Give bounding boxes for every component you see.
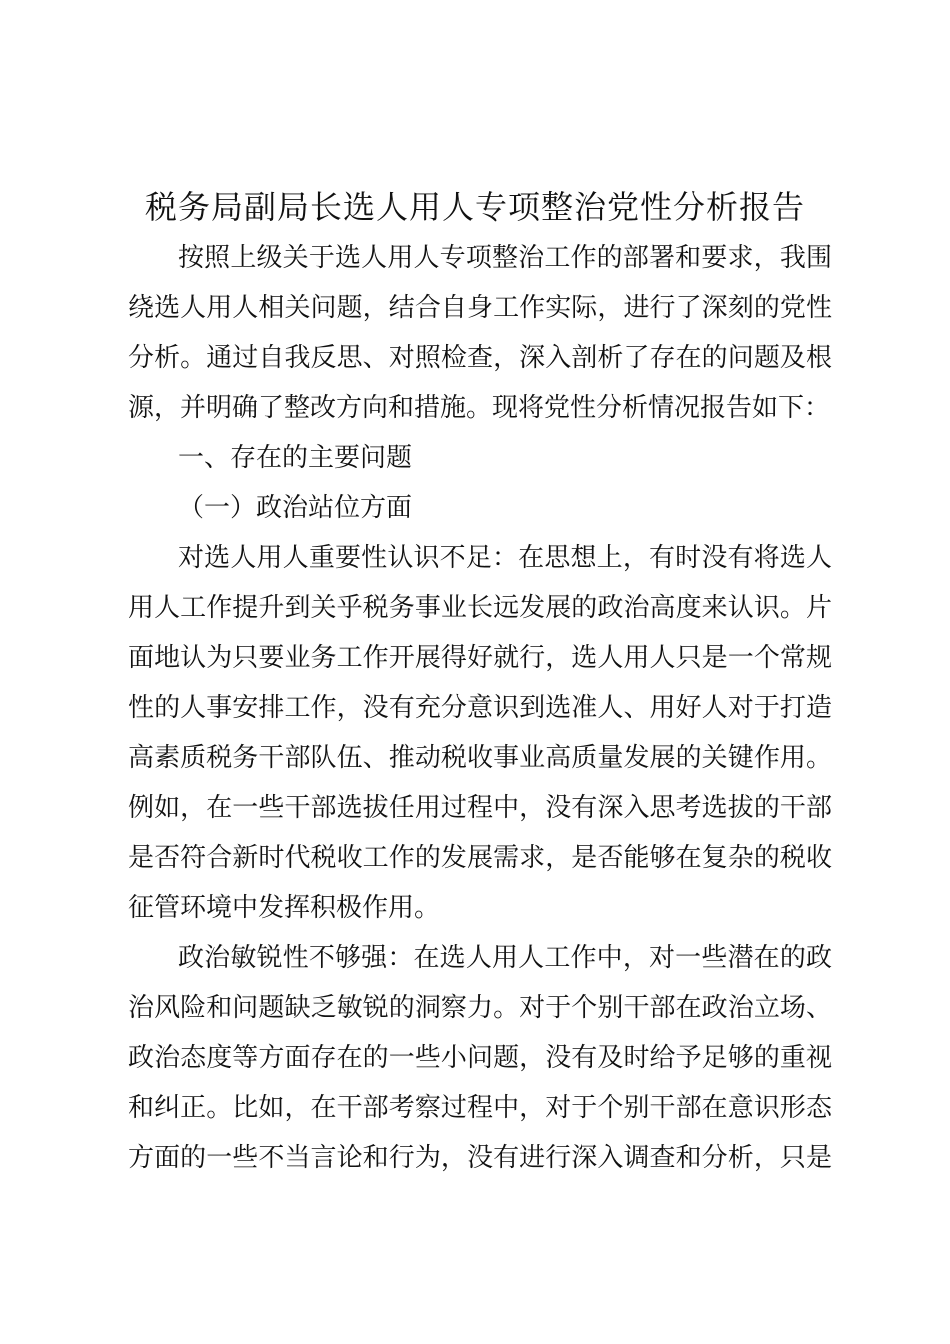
paragraph-2-line-8: 征管环境中发挥积极作用。: [128, 893, 441, 923]
paragraph-2-line-4: 性的人事安排工作，没有充分意识到选准人、用好人对于打造: [128, 693, 832, 723]
paragraph-2-line-3: 面地认为只要业务工作开展得好就行，选人用人只是一个常规: [128, 643, 832, 673]
paragraph-3-line-1: 政治敏锐性不够强：在选人用人工作中，对一些潜在的政: [178, 943, 832, 973]
paragraph-1-line-3: 分析。通过自我反思、对照检查，深入剖析了存在的问题及根: [128, 343, 832, 373]
paragraph-3-line-2: 治风险和问题缺乏敏锐的洞察力。对于个别干部在政治立场、: [128, 993, 832, 1023]
paragraph-3-line-4: 和纠正。比如，在干部考察过程中，对于个别干部在意识形态: [128, 1093, 832, 1123]
paragraph-1-line-4: 源，并明确了整改方向和措施。现将党性分析情况报告如下：: [128, 393, 831, 423]
paragraph-3-line-5: 方面的一些不当言论和行为，没有进行深入调查和分析，只是: [128, 1143, 832, 1173]
subsection-heading-1: （一）政治站位方面: [178, 493, 413, 523]
section-heading-1: 一、存在的主要问题: [178, 443, 413, 473]
paragraph-2-line-7: 是否符合新时代税收工作的发展需求，是否能够在复杂的税收: [128, 843, 832, 873]
paragraph-2-line-1: 对选人用人重要性认识不足：在思想上，有时没有将选人: [178, 543, 832, 573]
paragraph-3-line-3: 政治态度等方面存在的一些小问题，没有及时给予足够的重视: [128, 1043, 832, 1073]
paragraph-1-line-2: 绕选人用人相关问题，结合自身工作实际，进行了深刻的党性: [128, 293, 832, 323]
paragraph-2-line-6: 例如，在一些干部选拔任用过程中，没有深入思考选拔的干部: [128, 793, 832, 823]
paragraph-2-line-5: 高素质税务干部队伍、推动税收事业高质量发展的关键作用。: [128, 743, 832, 773]
paragraph-2-line-2: 用人工作提升到关乎税务事业长远发展的政治高度来认识。片: [128, 593, 832, 623]
paragraph-1-line-1: 按照上级关于选人用人专项整治工作的部署和要求，我围: [178, 243, 832, 273]
document-title: 税务局副局长选人用人专项整治党性分析报告: [144, 188, 805, 226]
